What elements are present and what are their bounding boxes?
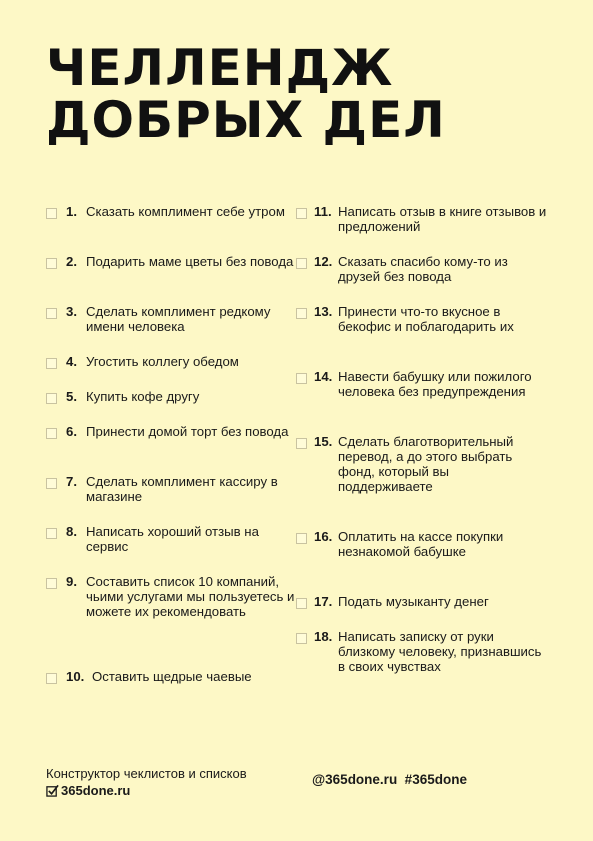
checklist-item-6[interactable] <box>46 424 296 439</box>
item-text: Сделать комплимент редкому имени человека <box>86 304 271 334</box>
checklist-item-16[interactable] <box>296 529 518 559</box>
checkbox[interactable] <box>296 258 307 269</box>
checkbox[interactable] <box>46 578 57 589</box>
brand-link[interactable] <box>46 782 247 799</box>
checklist-item-10[interactable] <box>46 669 297 684</box>
checkbox[interactable] <box>46 428 57 439</box>
checkbox[interactable] <box>296 438 307 449</box>
item-number: 1. <box>66 204 77 219</box>
item-number: 14. <box>314 369 333 384</box>
item-number: 18. <box>314 629 333 644</box>
item-number: 12. <box>314 254 333 269</box>
item-number: 16. <box>314 529 333 544</box>
item-number: 2. <box>66 254 77 269</box>
title-line-2: ДОБРЫХ ДЕЛ <box>46 91 446 149</box>
checklist-item-7[interactable] <box>46 474 296 504</box>
item-text: Сказать комплимент себе утром <box>86 204 285 219</box>
checklist-item-18[interactable] <box>296 629 548 674</box>
item-text: Подать музыканту денег <box>338 594 489 609</box>
checklist-item-11[interactable] <box>296 204 548 234</box>
item-text: Навести бабушку или пожилого человека без предупреждения <box>338 369 532 399</box>
checkbox[interactable] <box>46 393 57 404</box>
item-text: Написать отзыв в книге отзывов и предложений <box>338 204 547 234</box>
brand-name: 365done.ru <box>61 783 131 798</box>
item-text: Оплатить на кассе покупки незнакомой бабушке <box>338 529 504 559</box>
checkbox[interactable] <box>296 633 307 644</box>
checklist-item-14[interactable] <box>296 369 543 399</box>
checkbox-icon <box>46 784 59 797</box>
checkbox[interactable] <box>296 208 307 219</box>
item-text: Купить кофе другу <box>86 389 200 404</box>
item-text: Сделать комплимент кассиру в магазине <box>86 474 278 504</box>
checklist-item-15[interactable] <box>296 434 543 494</box>
checkbox[interactable] <box>46 358 57 369</box>
title-line-1: ЧЕЛЛЕНДЖ <box>46 39 394 97</box>
checkbox[interactable] <box>46 673 57 684</box>
item-number: 4. <box>66 354 77 369</box>
social-tags[interactable]: @365done.ru #365done <box>312 772 467 787</box>
item-text: Написать хороший отзыв на сервис <box>86 524 259 554</box>
item-number: 3. <box>66 304 77 319</box>
item-text: Сказать спасибо кому-то из друзей без повода <box>338 254 508 284</box>
item-number: 7. <box>66 474 77 489</box>
checklist-item-5[interactable] <box>46 389 296 404</box>
checklist-item-3[interactable] <box>46 304 296 334</box>
item-text: Принести что-то вкусное в бекофис и поблагодарить их <box>338 304 514 334</box>
item-number: 13. <box>314 304 333 319</box>
item-number: 9. <box>66 574 77 589</box>
checkbox[interactable] <box>296 308 307 319</box>
item-number: 11. <box>314 204 332 219</box>
item-number: 8. <box>66 524 77 539</box>
checklist-item-9[interactable] <box>46 574 301 619</box>
item-text: Подарить маме цветы без повода <box>86 254 294 269</box>
checkbox[interactable] <box>46 208 57 219</box>
checkbox[interactable] <box>46 478 57 489</box>
item-number: 10. <box>66 669 85 684</box>
item-text: Принести домой торт без повода <box>86 424 289 439</box>
item-text: Сделать благотворительный перевод, а до этого выбрать фонд, который вы поддерживаете <box>338 434 514 494</box>
checkbox[interactable] <box>46 308 57 319</box>
item-text: Оставить щедрые чаевые <box>92 669 252 684</box>
checklist-item-2[interactable] <box>46 254 296 269</box>
checklist-item-1[interactable] <box>46 204 296 219</box>
checkbox[interactable] <box>296 598 307 609</box>
checkbox[interactable] <box>46 528 57 539</box>
checklist-item-13[interactable] <box>296 304 543 334</box>
footer-caption: Конструктор чеклистов и списков <box>46 766 247 781</box>
item-number: 5. <box>66 389 77 404</box>
item-number: 17. <box>314 594 333 609</box>
item-text: Написать записку от руки близкому человеку, признавшись в своих чувствах <box>338 629 542 674</box>
footer-brand-block <box>46 765 247 799</box>
checklist-item-4[interactable] <box>46 354 306 369</box>
checkbox[interactable] <box>296 373 307 384</box>
item-number: 6. <box>66 424 77 439</box>
page-title <box>46 39 446 149</box>
checkbox[interactable] <box>296 533 307 544</box>
checklist-item-8[interactable] <box>46 524 296 554</box>
checkbox[interactable] <box>46 258 57 269</box>
checklist-item-17[interactable] <box>296 594 573 609</box>
checklist-item-12[interactable] <box>296 254 548 284</box>
item-number: 15. <box>314 434 333 449</box>
item-text: Составить список 10 компаний, чьими услугами мы пользуетесь и можете их рекомендовать <box>86 574 295 619</box>
item-text: Угостить коллегу обедом <box>86 354 239 369</box>
